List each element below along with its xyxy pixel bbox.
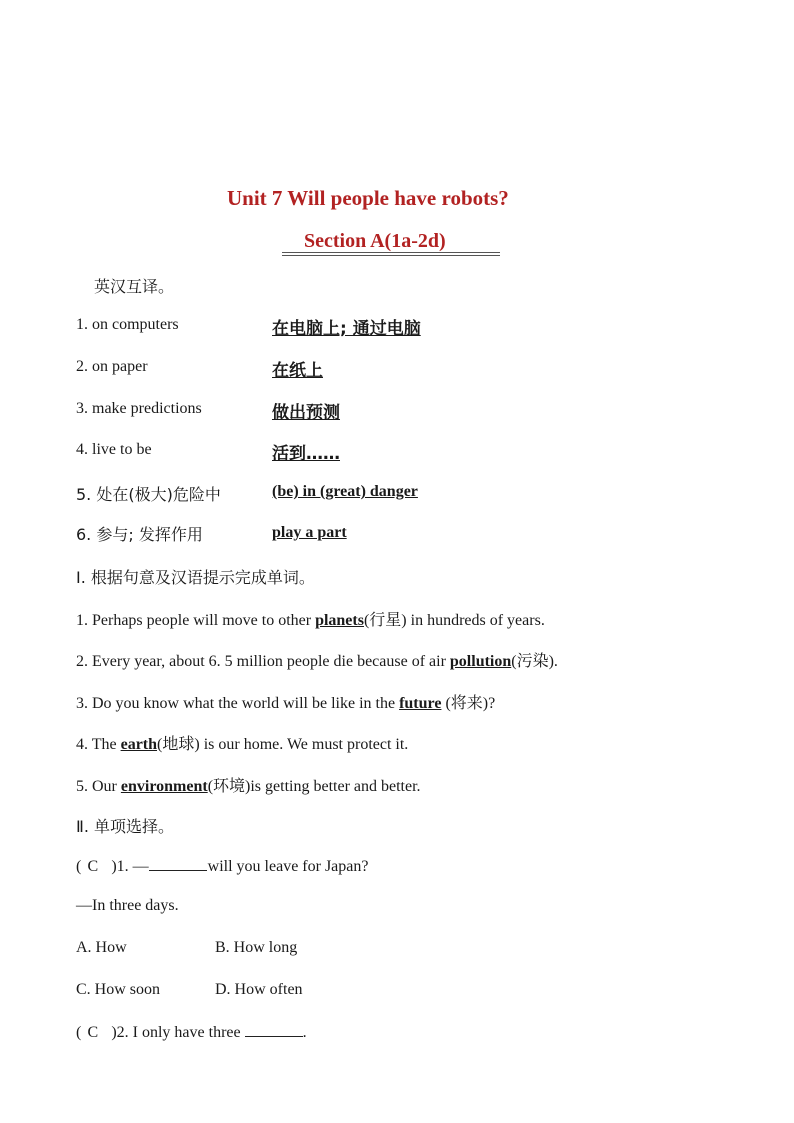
answer-word: pollution <box>449 653 512 670</box>
vocab-answer: 在电脑上; 通过电脑 <box>272 319 421 339</box>
vocab-answer: play a part <box>272 524 347 541</box>
part2-heading: Ⅱ. 单项选择。 <box>76 817 175 836</box>
option-c: C. How soon <box>76 981 161 998</box>
answer-word: planets <box>315 612 364 629</box>
option-a: A. How <box>76 939 127 956</box>
answer-word: earth <box>120 736 158 753</box>
vocab-answer: 做出预测 <box>272 403 340 423</box>
option-b: B. How long <box>215 939 298 956</box>
exercise-item: 4. The earth(地球) is our home. We must protect it. <box>76 736 409 753</box>
exercise-item: 5. Our environment(环境)is getting better and better. <box>76 778 421 795</box>
page-title: Unit 7 Will people have robots? <box>227 186 509 210</box>
vocab-term: 3. make predictions <box>76 400 202 417</box>
question-answer: C <box>87 1024 99 1041</box>
vocab-term: 2. on paper <box>76 358 148 375</box>
question-answer: C <box>87 858 99 875</box>
vocab-term: 4. live to be <box>76 441 152 458</box>
option-d: D. How often <box>215 981 303 998</box>
vocab-answer: 在纸上 <box>272 361 323 381</box>
vocab-answer: 活到…… <box>272 444 340 464</box>
question-1: ( C )1. — will you leave for Japan? <box>76 858 369 875</box>
section-title <box>282 230 470 253</box>
section-label: Section A(1a-2d) <box>304 230 446 252</box>
vocab-term: 5. 处在(极大)危险中 <box>76 485 221 504</box>
vocab-term: 6. 参与; 发挥作用 <box>76 525 203 544</box>
answer-word: environment <box>120 778 208 795</box>
vocab-answer: (be) in (great) danger <box>272 483 418 500</box>
exercise-item: 3. Do you know what the world will be like in the future (将来)? <box>76 695 496 712</box>
answer-word: future <box>399 695 442 712</box>
answer-blank <box>245 1022 303 1037</box>
question-1-reply: —In three days. <box>76 897 179 914</box>
vocab-term: 1. on computers <box>76 316 179 333</box>
exercise-item: 2. Every year, about 6. 5 million people die because of air pollution(污染). <box>76 653 558 670</box>
exercise-item: 1. Perhaps people will move to other planets(行星) in hundreds of years. <box>76 612 545 629</box>
question-2: ( C )2. I only have three . <box>76 1024 307 1041</box>
part1-heading: Ⅰ. 根据句意及汉语提示完成单词。 <box>76 568 315 587</box>
vocab-heading: 英汉互译。 <box>94 277 175 296</box>
section-underline-1 <box>282 252 500 253</box>
answer-blank <box>149 856 207 871</box>
section-underline-2 <box>282 255 500 256</box>
